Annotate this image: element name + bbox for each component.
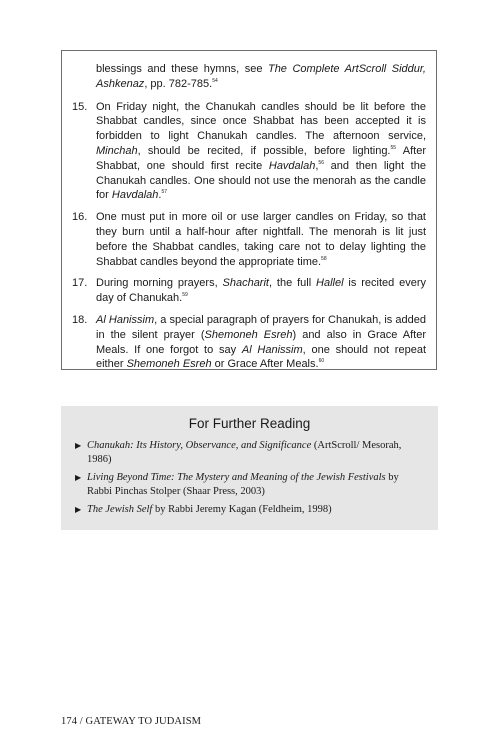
rule-text: During morning prayers, Shacharit, the full Hallel is recited every day of Chanukah.$^{59}$ [96,277,427,305]
rule-text: One must put in more oil or use larger candles on Friday, so that they burn until a half-hour after nightfall. The menorah is lit just before the Shabbat candles, taking care not to delay lighting the Shabbat candles beyond the appropriate time.$^{58}$ [96,211,426,268]
intro-paragraph [72,62,426,92]
further-reading-heading: For Further Reading [188,416,311,431]
intro-text: blessings and these hymns, see [96,63,268,75]
siddur-title: The Complete ArtScroll Siddur, Ashkenaz [96,63,426,90]
footnote-mark: 57 [161,189,168,196]
reading-item [75,439,424,467]
footnote-mark: 59 [182,292,188,299]
rule-item-17 [72,276,426,306]
rule-number: 15. [72,100,88,113]
rule-text: On Friday night, the Chanukah candles should be lit before the Shabbat candles, since once Shabbat has been accepted it is forbidden to light Chanukah candles. The afternoon service, Minchah, should be recited, if possible, before lighting.$^{55}$ After Shabbat, one should first recite Havdalah,$^{56}$ and then light the Chanukah candles. One should not use the menorah as the candle for Havdalah.$^{57}$ [96,100,426,202]
triangle-right-icon: ▶ [75,505,82,514]
footnote-mark: 54 [212,77,218,84]
rule-number: 18. [72,313,88,326]
rule-item-16 [72,210,426,269]
page-footer: 174 / GATEWAY TO JUDAISM [61,716,202,727]
reading-item [75,503,424,517]
book-publisher: by Rabbi Jeremy Kagan (Feldheim, 1998) [152,504,332,515]
triangle-right-icon: ▶ [75,473,82,482]
reading-text [87,503,424,517]
book-title: The Jewish Self [87,504,153,515]
reading-text [87,439,424,467]
book-publisher: (ArtScroll/ Mesorah, 1986) [87,440,402,465]
footnote-mark: 55 [390,144,397,151]
rule-number: 17. [72,277,88,290]
book-title: Living Beyond Time: The Mystery and Meaning of the Jewish Festivals [87,472,386,483]
rule-item-18 [72,313,426,372]
reading-text [87,471,424,499]
footnote-mark: 60 [318,358,325,365]
reading-item [75,471,424,499]
footnote-mark: 56 [318,159,324,166]
rules-box [61,50,437,370]
further-reading-panel [61,406,438,530]
rule-item-15 [72,100,426,204]
rule-number: 16. [72,211,88,224]
book-publisher: by Rabbi Pinchas Stolper (Shaar Press, 2003) [87,472,399,497]
rule-text: Al Hanissim, a special paragraph of prayers for Chanukah, is added in the silent prayer (Shemoneh Esreh) and also in Grace After Meals. If one forgot to say Al Hanissim, one should not repeat either Shemoneh Esreh or Grace After Meals.$^{60}$ [96,313,426,371]
triangle-right-icon: ▶ [75,441,82,450]
book-title: Chanukah: Its History, Observance, and Significance [87,440,312,451]
intro-pages: , pp. 782-785. [144,77,213,90]
footnote-mark: 58 [321,255,327,262]
